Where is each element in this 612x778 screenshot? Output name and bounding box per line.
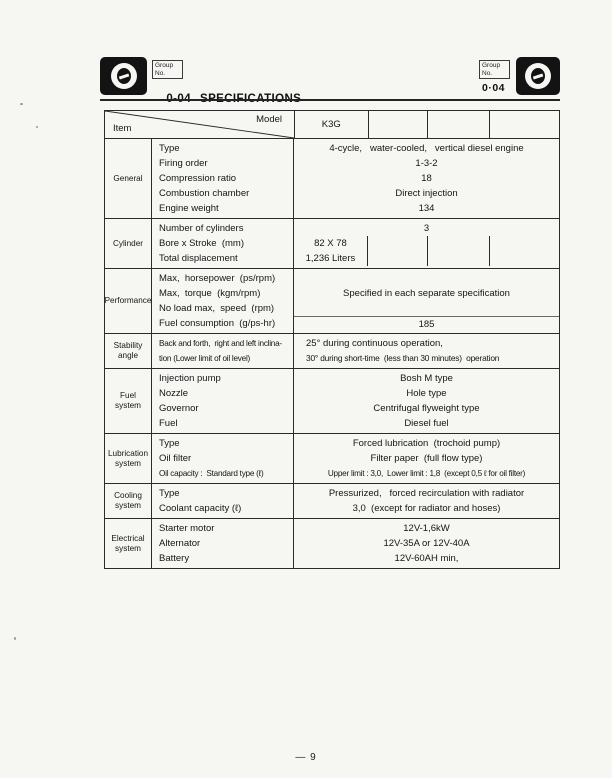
spec-label: Max, torque (kgm/rpm): [159, 288, 261, 299]
spec-label: Battery: [159, 553, 190, 564]
section-general: [105, 139, 559, 219]
spec-value: 134: [418, 203, 435, 214]
item-header-label: Item: [113, 123, 132, 134]
table-corner-cell: [105, 111, 295, 138]
spec-label: No load max, speed (rpm): [159, 303, 275, 314]
spec-label: Coolant capacity (ℓ): [159, 503, 242, 514]
category-cell: Fuel system: [105, 369, 152, 433]
value-column: [294, 139, 559, 218]
label-column: [152, 434, 294, 483]
category-cell: Performance: [105, 269, 152, 333]
spec-table: [104, 110, 560, 569]
spec-label: Back and forth, right and left inclina-: [159, 339, 282, 348]
spec-value: 4-cycle, water-cooled, vertical diesel engine: [329, 143, 524, 154]
value-column: [294, 369, 559, 433]
brand-badge-right: [516, 57, 560, 95]
brand-logo-mark: [117, 68, 131, 84]
brand-logo-icon: [525, 63, 551, 89]
spec-value: 185: [294, 316, 559, 331]
label-column: [152, 484, 294, 518]
spec-label: Governor: [159, 403, 199, 414]
scan-artifact: [36, 126, 38, 128]
spec-value: 12V-35A or 12V-40A: [383, 538, 470, 549]
value-column: [294, 334, 559, 368]
spec-value: Upper limit : 3,0, Lower limit : 1,8 (except 0,5 ℓ for oil filter): [327, 469, 526, 478]
value-column: [294, 519, 559, 568]
model-column-3: [427, 111, 489, 138]
label-column: [152, 139, 294, 218]
spec-value: Centrifugal flyweight type: [373, 403, 480, 414]
brand-logo-slash: [533, 74, 543, 79]
header-rule: [100, 99, 560, 101]
spec-value-row: [294, 251, 559, 266]
spec-label: Oil filter: [159, 453, 192, 464]
empty-model-cell: [367, 236, 427, 251]
spec-label: Engine weight: [159, 203, 219, 214]
spec-value: Filter paper (full flow type): [370, 453, 483, 464]
spec-label: Fuel: [159, 418, 178, 429]
spec-value: Forced lubrication (trochoid pump): [352, 438, 501, 449]
label-column: [152, 519, 294, 568]
spec-value: 18: [421, 173, 432, 184]
spec-label: Firing order: [159, 158, 208, 169]
empty-model-cell: [489, 251, 559, 266]
spec-value-merged: Specified in each separate specification: [343, 288, 510, 299]
spec-label: Total displacement: [159, 253, 238, 264]
spec-value: 30° during short-time (less than 30 minutes) operation: [306, 353, 500, 363]
brand-badge-left: [100, 57, 147, 95]
spec-label: Oil capacity : Standard type (ℓ): [159, 469, 264, 478]
section-stability-angle: [105, 334, 559, 369]
model-column-k3g: K3G: [321, 119, 341, 130]
label-column: [152, 369, 294, 433]
spec-label: Starter motor: [159, 523, 215, 534]
category-cell: Lubrication system: [105, 434, 152, 483]
spec-value: 82 X 78: [314, 238, 347, 249]
category-cell: Electrical system: [105, 519, 152, 568]
section-electrical-system: [105, 519, 559, 568]
model-header-label: Model: [256, 114, 282, 125]
spec-label: Number of cylinders: [159, 223, 244, 234]
scan-artifact: [20, 103, 23, 105]
spec-label: Compression ratio: [159, 173, 237, 184]
category-cell: General: [105, 139, 152, 218]
spec-label: Alternator: [159, 538, 201, 549]
value-column: [294, 219, 559, 268]
category-cell: Cooling system: [105, 484, 152, 518]
group-box-line1: Group: [155, 62, 174, 69]
spec-value: Diesel fuel: [404, 418, 449, 429]
spec-value: 12V-60AH min,: [394, 553, 459, 564]
label-column: [152, 334, 294, 368]
spec-label: Bore x Stroke (mm): [159, 238, 244, 249]
model-column-2: [368, 111, 427, 138]
spec-value-row: [294, 236, 559, 251]
section-cooling-system: [105, 484, 559, 519]
label-column: [152, 269, 294, 333]
spec-value: 12V-1,6kW: [403, 523, 450, 534]
empty-model-cell: [489, 236, 559, 251]
value-column: [294, 434, 559, 483]
table-header-row: [105, 111, 559, 139]
brand-logo-icon: [111, 63, 137, 89]
scan-artifact: [14, 637, 16, 640]
spec-label: tion (Lower limit of oil level): [159, 354, 250, 363]
page-number: — 9: [295, 752, 317, 763]
spec-label: Type: [159, 438, 180, 449]
spec-value: 3: [423, 223, 430, 234]
spec-label: Injection pump: [159, 373, 221, 384]
category-cell: Cylinder: [105, 219, 152, 268]
spec-value: 3,0 (except for radiator and hoses): [352, 503, 501, 514]
spec-value: Bosh M type: [400, 373, 453, 384]
value-column: [294, 484, 559, 518]
group-no-box-left: [152, 60, 183, 79]
spec-value: Pressurized, forced recirculation with radiator: [328, 488, 525, 499]
section-fuel-system: [105, 369, 559, 434]
brand-logo-mark: [531, 68, 545, 84]
brand-logo-slash: [118, 74, 128, 79]
spec-value: 25° during continuous operation,: [306, 338, 443, 349]
spec-value: Direct injection: [395, 188, 458, 199]
section-cylinder: [105, 219, 559, 269]
empty-model-cell: [427, 251, 489, 266]
spec-value: Hole type: [406, 388, 447, 399]
section-performance: [105, 269, 559, 334]
category-cell: Stability angle: [105, 334, 152, 368]
spec-label: Nozzle: [159, 388, 189, 399]
empty-model-cell: [367, 251, 427, 266]
group-box-line1: Group: [482, 62, 501, 69]
spec-value: 1,236 Liters: [305, 253, 356, 264]
spec-label: Type: [159, 488, 180, 499]
spec-label: Type: [159, 143, 180, 154]
spec-label: Fuel consumption (g/ps-hr): [159, 318, 276, 329]
group-no-box-right: [479, 60, 510, 79]
label-column: [152, 219, 294, 268]
spec-label: Combustion chamber: [159, 188, 250, 199]
spec-label: Max, horsepower (ps/rpm): [159, 273, 276, 284]
section-lubrication-system: [105, 434, 559, 484]
spec-value: 1-3-2: [415, 158, 438, 169]
model-columns: [295, 111, 559, 138]
section-code-right: 0·04: [482, 82, 506, 94]
model-column-4: [489, 111, 559, 138]
value-column: [294, 269, 559, 333]
empty-model-cell: [427, 236, 489, 251]
group-box-line2: No.: [482, 70, 493, 77]
group-box-line2: No.: [155, 70, 166, 77]
